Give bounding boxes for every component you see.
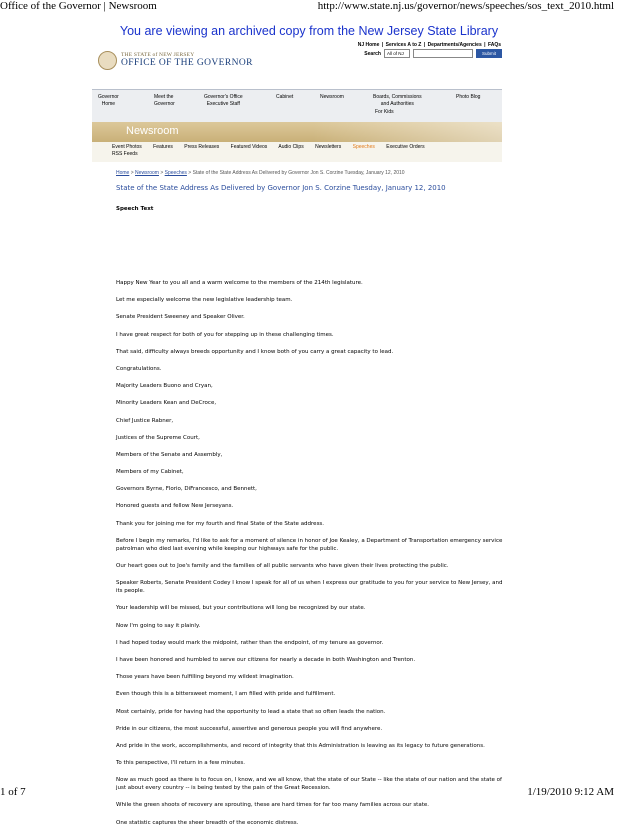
nav-label: Photo Blog — [456, 94, 481, 100]
state-seal-icon — [98, 51, 117, 70]
nav-cabinet[interactable] — [276, 94, 293, 101]
nav-label: and Authorities — [380, 100, 414, 107]
nav-label: Meet the — [154, 94, 174, 100]
speech-paragraph: Speaker Roberts, Senate President Codey I know I speak for all of us when I express our gratitude to you for your service to New Jersey, and its people. — [116, 580, 503, 595]
speech-paragraph: Now as much good as there is to focus on, I know, and we all know, that the state of our State -- like the state of our nation and the state of just about every country -- is being tested by the pain of the Great Recession. — [116, 777, 502, 792]
nav-newsroom[interactable] — [320, 94, 344, 101]
nav-label: Governor — [154, 100, 175, 107]
nav-executive-staff[interactable] — [204, 94, 243, 107]
speech-subheading: Speech Text — [116, 206, 154, 212]
top-link-faqs[interactable]: FAQs — [487, 42, 501, 48]
breadcrumb — [116, 170, 405, 176]
speech-paragraph: Majority Leaders Buono and Cryan, — [116, 383, 213, 390]
speech-paragraph: I had hoped today would mark the midpoint, rather than the endpoint, of my tenure as governor. — [116, 639, 384, 646]
top-link-services[interactable]: Services A to Z — [385, 42, 422, 48]
speech-paragraph: One statistic captures the sheer breadth of the economic distress. — [116, 819, 299, 826]
nav-label: Governor — [98, 94, 119, 100]
site-logo[interactable] — [98, 51, 253, 70]
search-scope-select[interactable]: All of NJ — [384, 49, 410, 58]
nav-label: Newsroom — [320, 94, 344, 100]
nav-label: Cabinet — [276, 94, 294, 100]
speech-paragraph: Senate President Sweeney and Speaker Oliver. — [116, 314, 245, 321]
section-title: Newsroom — [126, 125, 179, 137]
speech-paragraph: Before I begin my remarks, I'd like to ask for a moment of silence in honor of Joe Kealey, a Department of Transportation emergency service patrolman who died last evening while keeping our highways safe for the public. — [116, 537, 503, 552]
nav-label: Governor's Office — [204, 94, 243, 100]
speech-paragraph: Justices of the Supreme Court, — [116, 434, 200, 441]
speech-paragraph: Members of my Cabinet, — [116, 469, 184, 476]
speech-paragraph: Members of the Senate and Assembly, — [116, 451, 223, 458]
top-link-departments[interactable]: Departments/Agencies — [427, 42, 482, 48]
subnav-speeches[interactable]: Speeches — [352, 144, 375, 150]
subnav-featured-videos[interactable]: Featured Videos — [230, 144, 268, 150]
speech-paragraph: I have been honored and humbled to serve our citizens for nearly a decade in both Washington and Trenton. — [116, 656, 416, 663]
nav-label: Home — [101, 100, 116, 107]
banner-decoration — [312, 122, 502, 142]
speech-paragraph: And pride in the work, accomplishments, and record of integrity that this Administration is leaving as its legacy to future generations. — [116, 742, 485, 749]
breadcrumb-separator: > — [129, 170, 136, 176]
sub-nav — [112, 144, 502, 158]
top-link-nj-home[interactable]: NJ Home — [357, 42, 380, 48]
breadcrumb-newsroom[interactable]: Newsroom — [135, 170, 159, 176]
speech-paragraph: Let me especially welcome the new legislative leadership team. — [116, 297, 293, 304]
logo-line-state: THE STATE of NEW JERSEY — [121, 52, 195, 58]
speech-paragraph: Governors Byrne, Florio, DiFrancesco, and Bennett, — [116, 486, 257, 493]
speech-paragraph: Now I'm going to say it plainly. — [116, 622, 201, 629]
search-label: Search — [364, 50, 381, 57]
speech-paragraph: To this perspective, I'll return in a few minutes. — [116, 760, 246, 767]
print-footer-page: 1 of 7 — [0, 786, 26, 798]
speech-paragraph: Minority Leaders Kean and DeCroce, — [116, 400, 217, 407]
speech-paragraph: Your leadership will be missed, but your contributions will long be recognized by our state. — [116, 605, 366, 612]
nav-meet-governor[interactable] — [154, 94, 175, 107]
speech-paragraph: Honored guests and fellow New Jerseyans. — [116, 503, 234, 510]
speech-paragraph: Even though this is a bittersweet moment, I am filled with pride and fulfillment. — [116, 691, 336, 698]
subnav-audio-clips[interactable]: Audio Clips — [278, 144, 304, 150]
top-links: NJ Home | Services A to Z | Departments/Agencies | FAQs — [357, 42, 501, 48]
archive-banner: You are viewing an archived copy from the New Jersey State Library — [119, 24, 499, 38]
nav-boards[interactable] — [373, 94, 422, 107]
breadcrumb-current: > State of the State Address As Delivered by Governor Jon S. Corzine Tuesday, January 12, 2010 — [186, 170, 405, 176]
search-submit-button[interactable]: Submit — [476, 49, 502, 58]
page-title: State of the State Address As Delivered by Governor Jon S. Corzine Tuesday, January 12, 2010 — [116, 184, 446, 192]
speech-paragraph: Our heart goes out to Joe's family and the families of all public servants who have given their lives protecting the public. — [116, 563, 449, 569]
breadcrumb-speeches[interactable]: Speeches — [164, 170, 187, 176]
speech-paragraph: While the green shoots of recovery are sprouting, these are hard times for far too many families across our state. — [116, 802, 429, 809]
speech-paragraph: Chief Justice Rabner, — [116, 417, 174, 424]
speech-paragraph: Most certainly, pride for having had the opportunity to lead a state that so often leads the nation. — [116, 708, 386, 715]
breadcrumb-separator: > — [158, 170, 165, 176]
speech-paragraph: Those years have been fulfilling beyond my wildest imagination. — [116, 674, 294, 681]
subnav-executive-orders[interactable]: Executive Orders — [386, 144, 425, 150]
nav-label: Boards, Commissions — [373, 94, 422, 100]
print-header-title: Office of the Governor | Newsroom — [0, 0, 157, 12]
subnav-features[interactable]: Features — [153, 144, 173, 150]
section-banner — [92, 122, 502, 142]
nav-for-kids[interactable] — [375, 109, 394, 116]
speech-paragraph: That said, difficulty always breeds opportunity and I know both of you carry a great capacity to lead. — [116, 348, 394, 355]
nav-governor-home[interactable] — [98, 94, 119, 107]
subnav-rss-feeds[interactable]: RSS Feeds — [112, 150, 138, 157]
nav-label: Executive Staff — [206, 100, 240, 107]
subnav-event-photos[interactable]: Event Photos — [112, 144, 142, 150]
speech-paragraph: Pride in our citizens, the most successful, assertive and generous people you will find anywhere. — [116, 725, 383, 732]
search-input[interactable] — [413, 49, 473, 58]
subnav-press-releases[interactable]: Press Releases — [184, 144, 220, 150]
print-footer-datetime: 1/19/2010 9:12 AM — [527, 786, 614, 798]
main-nav — [92, 89, 502, 123]
speech-paragraph: Congratulations. — [116, 365, 162, 372]
speech-body — [116, 279, 508, 836]
subnav-newsletters[interactable]: Newsletters — [315, 144, 342, 150]
speech-paragraph: Thank you for joining me for my fourth and final State of the State address. — [116, 520, 325, 527]
nav-label: For Kids — [375, 109, 394, 115]
print-header-url: http://www.state.nj.us/governor/news/speeches/sos_text_2010.html — [317, 0, 614, 12]
speech-paragraph: I have great respect for both of you for stepping up in these challenging times. — [116, 331, 334, 338]
nav-photo-blog[interactable] — [456, 94, 480, 101]
breadcrumb-home[interactable]: Home — [116, 170, 130, 176]
search-bar — [364, 49, 502, 58]
logo-line-office: OFFICE OF THE GOVERNOR — [121, 57, 253, 68]
speech-paragraph: Happy New Year to you all and a warm welcome to the members of the 214th legislature. — [116, 280, 363, 286]
